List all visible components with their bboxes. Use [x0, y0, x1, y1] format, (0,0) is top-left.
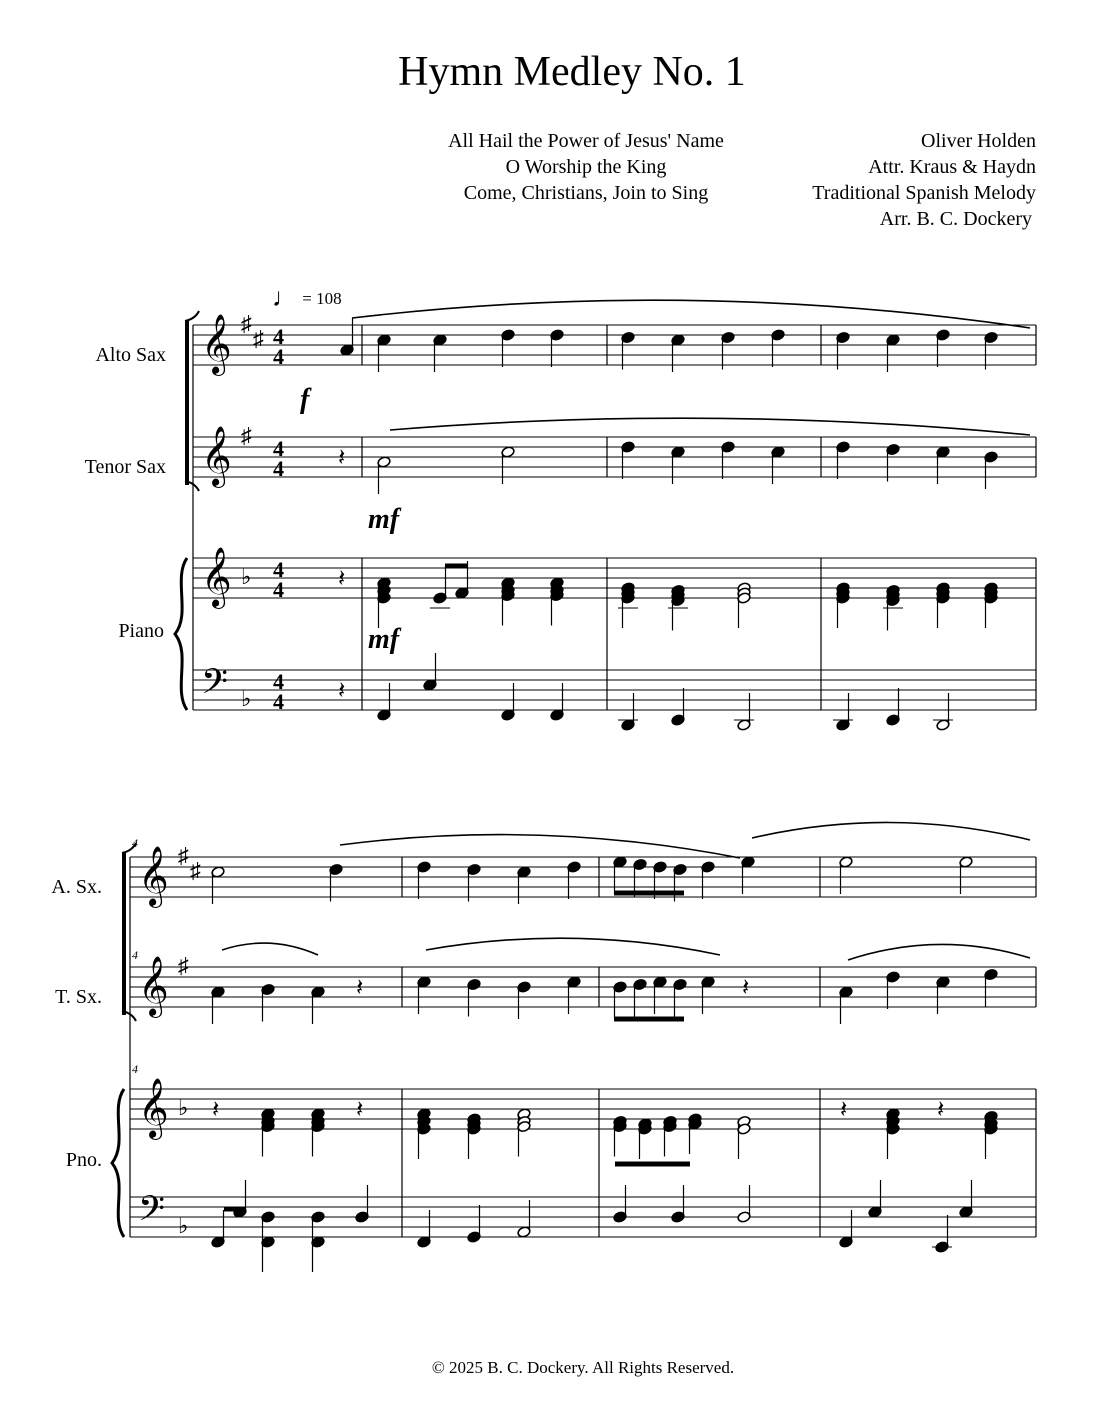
slur	[222, 943, 318, 955]
bracket-hook	[122, 843, 136, 853]
treble-clef-icon: 𝄞	[138, 846, 169, 906]
dynamic-marking: mf	[368, 624, 400, 655]
measure-number: 4	[132, 836, 138, 850]
treble-clef-icon: 𝄞	[201, 547, 232, 607]
treble-clef-icon: 𝄞	[201, 426, 232, 486]
flat-icon: ♭	[241, 686, 252, 711]
time-signature-bottom: 4	[273, 689, 284, 714]
dynamics	[300, 384, 402, 655]
quarter-rest-icon: 𝄽	[212, 1095, 220, 1123]
copyright-notice: © 2025 B. C. Dockery. All Rights Reserved.	[431, 1358, 735, 1377]
treble-clef-icon: 𝄞	[138, 1078, 169, 1138]
barlines	[130, 325, 1036, 1237]
brace	[175, 558, 187, 710]
sharp-icon: ♯	[241, 423, 252, 448]
quarter-rest-icon: 𝄽	[338, 564, 346, 592]
quarter-rest-icon: 𝄽	[356, 1095, 364, 1123]
bass-clef-icon: 𝄢	[138, 1188, 166, 1237]
hymn-title: All Hail the Power of Jesus' Name	[448, 130, 724, 152]
time-signature-top: 4	[273, 669, 284, 694]
bracket-hook	[122, 1011, 136, 1021]
composer-credit: Traditional Spanish Melody	[812, 182, 1036, 204]
hymn-title: O Worship the King	[505, 156, 667, 178]
tempo-value: = 108	[302, 289, 342, 308]
time-signature-bottom: 4	[273, 456, 284, 481]
bracket-hook	[185, 481, 199, 491]
slur	[848, 944, 1030, 960]
time-signature-top: 4	[273, 324, 284, 349]
sharp-icon: ♯	[253, 326, 264, 351]
measure-number: 4	[132, 1062, 138, 1076]
bracket	[185, 321, 189, 485]
sharp-icon: ♯	[190, 858, 201, 883]
sharp-icon: ♯	[178, 843, 189, 868]
time-signature-top: 4	[273, 557, 284, 582]
slur	[426, 938, 720, 955]
composer-credit: Oliver Holden	[921, 130, 1036, 152]
quarter-note-icon: ♩	[272, 283, 298, 312]
instrument-name-alto-sax: Alto Sax	[95, 344, 166, 366]
flat-icon: ♭	[241, 564, 252, 589]
flat-icon: ♭	[178, 1095, 189, 1120]
slur	[752, 822, 1030, 840]
instrument-abbr-tenor-sax: T. Sx.	[55, 986, 102, 1008]
quarter-rest-icon: 𝄽	[338, 443, 346, 471]
time-signature-bottom: 4	[273, 577, 284, 602]
treble-clef-icon: 𝄞	[201, 314, 232, 374]
staff-lines	[130, 325, 1036, 1237]
bracket-hook	[185, 311, 199, 321]
sharp-icon: ♯	[241, 311, 252, 336]
page-title: Hymn Medley No. 1	[398, 49, 746, 95]
bracket	[122, 853, 126, 1015]
quarter-rest-icon: 𝄽	[840, 1095, 848, 1123]
hymn-title: Come, Christians, Join to Sing	[463, 182, 709, 204]
time-signature-bottom: 4	[273, 344, 284, 369]
bass-clef-icon: 𝄢	[201, 661, 229, 710]
instrument-name-piano: Piano	[118, 620, 164, 642]
slur	[390, 418, 1030, 435]
instrument-abbr-piano: Pno.	[65, 1149, 102, 1171]
quarter-rest-icon: 𝄽	[742, 973, 750, 1001]
measure-number: 4	[132, 948, 138, 962]
flat-icon: ♭	[178, 1213, 189, 1238]
instrument-abbr-alto-sax: A. Sx.	[51, 876, 102, 898]
quarter-rest-icon: 𝄽	[338, 676, 346, 704]
composer-credit: Attr. Kraus & Haydn	[868, 156, 1036, 178]
dynamic-marking: mf	[368, 504, 400, 535]
brace	[112, 1089, 124, 1237]
slur	[340, 835, 740, 858]
composer-credit: Arr. B. C. Dockery	[879, 208, 1032, 230]
time-signature-top: 4	[273, 436, 284, 461]
quarter-rest-icon: 𝄽	[937, 1095, 945, 1123]
sharp-icon: ♯	[178, 953, 189, 978]
instrument-name-tenor-sax: Tenor Sax	[84, 456, 166, 478]
dynamic-marking: f	[300, 384, 310, 415]
quarter-rest-icon: 𝄽	[356, 973, 364, 1001]
treble-clef-icon: 𝄞	[138, 956, 169, 1016]
slur	[352, 300, 1030, 328]
